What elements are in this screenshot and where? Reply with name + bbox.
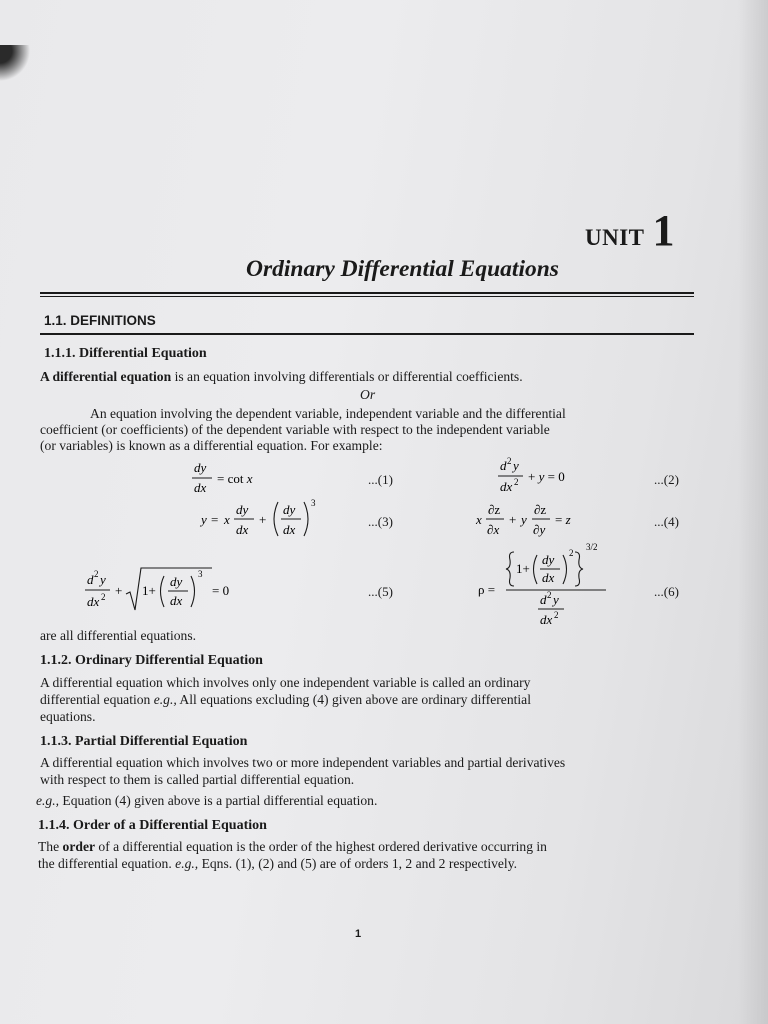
eg-abbrev: e.g., [175,856,199,871]
svg-text:y: y [553,592,559,607]
svg-text:dy: dy [283,502,296,517]
svg-text:∂z: ∂z [488,502,501,517]
svg-text:x: x [224,512,230,527]
s114-line-2 [38,855,517,872]
svg-text:+ y = 0: + y = 0 [528,469,565,484]
svg-text:dy: dy [170,574,183,589]
svg-text:x: x [476,512,482,527]
svg-text:dx: dx [170,593,183,608]
equation-6 [474,538,614,630]
equation-2 [495,456,585,498]
section-heading: 1.1. DEFINITIONS [44,313,156,328]
s114-line-1 [38,838,547,855]
s112-line-2b: All equations excluding (4) given above are ordinary differential [176,692,531,707]
svg-text:2: 2 [514,477,519,487]
page-fold-shadow [0,45,60,105]
svg-text:d: d [500,458,507,473]
s114-line-2b: Eqns. (1), (2) and (5) are of orders 1, 2 and 2 respectively. [198,856,518,871]
s113-line-2: with respect to them is called partial differential equation. [40,772,355,787]
svg-text:dx: dx [283,522,296,537]
equation-number-6: ...(6) [654,584,679,599]
definition-line [40,368,523,385]
or-word: Or [360,387,376,402]
svg-text:y: y [513,458,519,473]
equation-3 [198,496,328,542]
equation-number-2: ...(2) [654,472,679,487]
unit-number: 1 [652,206,675,255]
svg-text:y: y [201,512,207,527]
svg-text:2: 2 [507,456,512,466]
svg-text:dx: dx [87,594,100,609]
svg-text:dx: dx [194,480,207,495]
svg-text:2: 2 [554,610,559,620]
svg-text:dy: dy [542,552,555,567]
s112-line-2 [40,691,531,708]
s112-line-2a: differential equation [40,692,154,707]
equation-number-1: ...(1) [368,472,393,487]
page-edge-shade [738,0,768,1024]
svg-text:1+: 1+ [516,561,530,576]
equation-1 [188,458,278,498]
eg-abbrev: e.g., [36,793,60,808]
svg-text:∂y: ∂y [533,522,546,537]
svg-text:= z: = z [555,512,571,527]
svg-text:d: d [87,572,94,587]
section-rule [40,333,694,335]
svg-text:dx: dx [540,612,553,627]
definition-term: A differential equation [40,369,172,384]
svg-text:dx: dx [236,522,249,537]
s112-line-3: equations. [40,709,96,724]
svg-text:dy: dy [194,460,207,475]
subsection-1-1-2-heading: 1.1.2. Ordinary Differential Equation [40,653,263,668]
svg-text:ρ =: ρ = [478,582,496,597]
svg-text:= cot x: = cot x [217,471,253,486]
svg-text:dx: dx [542,570,555,585]
svg-text:1+: 1+ [142,583,156,598]
equation-number-5: ...(5) [368,584,393,599]
order-term: order [62,839,96,854]
s114-line-2a: the differential equation. [38,856,176,871]
equation-5 [82,560,252,618]
svg-text:d: d [540,592,547,607]
title-rule-thin [40,296,694,297]
paragraph-line-3: (or variables) is known as a differential equation. For example: [40,438,383,453]
svg-text:2: 2 [569,548,574,558]
eg-abbrev: e.g., [153,692,177,707]
subsection-1-1-4-heading: 1.1.4. Order of a Differential Equation [38,818,267,833]
equation-number-4: ...(4) [654,514,679,529]
closing-line: are all differential equations. [40,628,197,643]
definition-text: is an equation involving differentials or differential coefficients. [171,369,523,384]
equation-number-3: ...(3) [368,514,393,529]
svg-text:2: 2 [547,590,552,600]
svg-text:=: = [211,512,219,527]
svg-text:dx: dx [500,479,513,494]
s113-line-3-text: Equation (4) given above is a partial differential equation. [59,793,378,808]
s114-line-1a: The [38,839,63,854]
svg-text:+: + [115,583,123,598]
svg-text:2: 2 [94,569,99,579]
unit-label [585,205,675,256]
s113-line-3 [36,792,377,809]
svg-text:2: 2 [101,592,106,602]
subsection-1-1-1-heading: 1.1.1. Differential Equation [44,346,207,361]
svg-text:= 0: = 0 [212,583,230,598]
subsection-1-1-3-heading: 1.1.3. Partial Differential Equation [40,734,248,749]
s114-line-1b: of a differential equation is the order of the highest ordered derivative occurring in [95,839,547,854]
paragraph-line-2: coefficient (or coefficients) of the dependent variable with respect to the independent variable [40,422,550,437]
svg-text:3: 3 [198,569,203,579]
svg-text:∂x: ∂x [487,522,500,537]
svg-text:y: y [521,512,527,527]
paragraph-line-1: An equation involving the dependent variable, independent variable and the differential [90,406,566,421]
svg-text:+: + [509,512,517,527]
chapter-title: Ordinary Differential Equations [246,256,559,282]
equation-4 [474,498,584,540]
unit-word: UNIT [585,225,645,250]
svg-text:dy: dy [236,502,249,517]
svg-text:3/2: 3/2 [586,542,598,552]
svg-text:y: y [100,572,106,587]
page-number: 1 [355,928,362,940]
title-rule-thick [40,292,694,294]
svg-text:3: 3 [311,498,316,508]
svg-text:+: + [259,512,267,527]
s113-line-1: A differential equation which involves two or more independent variables and partial derivatives [40,755,566,770]
svg-text:∂z: ∂z [534,502,547,517]
s112-line-1: A differential equation which involves only one independent variable is called an ordinary [40,675,531,690]
